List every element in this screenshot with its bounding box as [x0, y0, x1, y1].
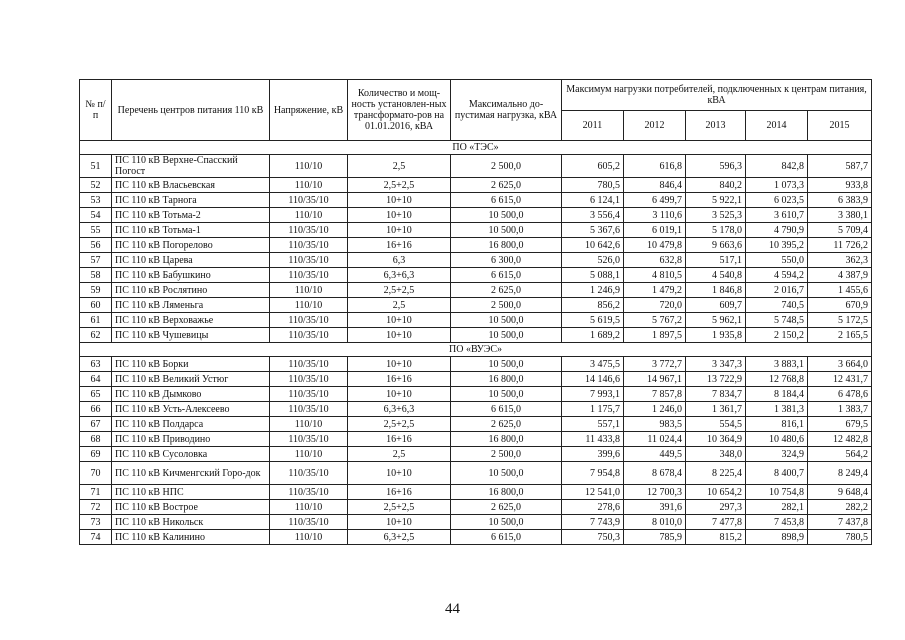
year-value-cell: 12 482,8 — [808, 432, 872, 447]
year-value-cell: 10 479,8 — [624, 238, 686, 253]
max-allowed-cell: 2 625,0 — [451, 500, 562, 515]
transformer-cell: 2,5 — [348, 447, 451, 462]
voltage-cell: 110/35/10 — [270, 313, 348, 328]
max-allowed-cell: 6 300,0 — [451, 253, 562, 268]
year-value-cell: 10 395,2 — [746, 238, 808, 253]
row-number: 65 — [80, 387, 112, 402]
row-number: 54 — [80, 208, 112, 223]
transformer-cell: 10+10 — [348, 462, 451, 485]
row-number: 70 — [80, 462, 112, 485]
year-value-cell: 3 664,0 — [808, 357, 872, 372]
substation-name: ПС 110 кВ Ляменьга — [112, 298, 270, 313]
year-value-cell: 5 367,6 — [562, 223, 624, 238]
year-value-cell: 362,3 — [808, 253, 872, 268]
year-value-cell: 8 400,7 — [746, 462, 808, 485]
year-value-cell: 3 610,7 — [746, 208, 808, 223]
year-value-cell: 5 767,2 — [624, 313, 686, 328]
year-value-cell: 785,9 — [624, 530, 686, 545]
year-value-cell: 3 380,1 — [808, 208, 872, 223]
header-year: 2011 — [562, 111, 624, 141]
transformer-cell: 10+10 — [348, 387, 451, 402]
substation-name: ПС 110 кВ Дымково — [112, 387, 270, 402]
voltage-cell: 110/10 — [270, 500, 348, 515]
table-row — [80, 402, 872, 417]
year-value-cell: 605,2 — [562, 155, 624, 178]
year-value-cell: 846,4 — [624, 178, 686, 193]
max-allowed-cell: 2 500,0 — [451, 155, 562, 178]
transformer-cell: 16+16 — [348, 238, 451, 253]
year-value-cell: 6 019,1 — [624, 223, 686, 238]
transformer-cell: 6,3+6,3 — [348, 402, 451, 417]
year-value-cell: 557,1 — [562, 417, 624, 432]
year-value-cell: 815,2 — [686, 530, 746, 545]
header-year: 2013 — [686, 111, 746, 141]
year-value-cell: 9 648,4 — [808, 485, 872, 500]
load-table — [79, 79, 872, 545]
transformer-cell: 6,3+6,3 — [348, 268, 451, 283]
transformer-cell: 16+16 — [348, 485, 451, 500]
table-row — [80, 387, 872, 402]
substation-name: ПС 110 кВ Верховажье — [112, 313, 270, 328]
year-value-cell: 324,9 — [746, 447, 808, 462]
voltage-cell: 110/35/10 — [270, 328, 348, 343]
year-value-cell: 6 023,5 — [746, 193, 808, 208]
voltage-cell: 110/10 — [270, 298, 348, 313]
year-value-cell: 8 678,4 — [624, 462, 686, 485]
row-number: 55 — [80, 223, 112, 238]
year-value-cell: 670,9 — [808, 298, 872, 313]
year-value-cell: 7 993,1 — [562, 387, 624, 402]
header-name: Перечень центров питания 110 кВ — [112, 80, 270, 141]
voltage-cell: 110/35/10 — [270, 515, 348, 530]
year-value-cell: 780,5 — [562, 178, 624, 193]
row-number: 73 — [80, 515, 112, 530]
table-row — [80, 372, 872, 387]
year-value-cell: 3 110,6 — [624, 208, 686, 223]
year-value-cell: 4 540,8 — [686, 268, 746, 283]
table-row — [80, 328, 872, 343]
year-value-cell: 1 455,6 — [808, 283, 872, 298]
year-value-cell: 554,5 — [686, 417, 746, 432]
substation-name: ПС 110 кВ Чушевицы — [112, 328, 270, 343]
voltage-cell: 110/35/10 — [270, 357, 348, 372]
table-row — [80, 313, 872, 328]
voltage-cell: 110/35/10 — [270, 193, 348, 208]
table-row — [80, 298, 872, 313]
page-number: 44 — [445, 601, 460, 617]
year-value-cell: 7 857,8 — [624, 387, 686, 402]
voltage-cell: 110/10 — [270, 208, 348, 223]
year-value-cell: 13 722,9 — [686, 372, 746, 387]
row-number: 52 — [80, 178, 112, 193]
table-row — [80, 253, 872, 268]
year-value-cell: 297,3 — [686, 500, 746, 515]
year-value-cell: 7 437,8 — [808, 515, 872, 530]
table-body — [80, 141, 872, 545]
year-value-cell: 1 175,7 — [562, 402, 624, 417]
year-value-cell: 282,1 — [746, 500, 808, 515]
section-title: ПО «ВУЭС» — [80, 343, 872, 357]
year-value-cell: 449,5 — [624, 447, 686, 462]
year-value-cell: 1 689,2 — [562, 328, 624, 343]
transformer-cell: 6,3 — [348, 253, 451, 268]
table-row — [80, 238, 872, 253]
voltage-cell: 110/35/10 — [270, 238, 348, 253]
max-allowed-cell: 6 615,0 — [451, 402, 562, 417]
year-value-cell: 4 810,5 — [624, 268, 686, 283]
max-allowed-cell: 2 625,0 — [451, 178, 562, 193]
max-allowed-cell: 16 800,0 — [451, 372, 562, 387]
substation-name: ПС 110 кВ Борки — [112, 357, 270, 372]
table-row — [80, 417, 872, 432]
year-value-cell: 1 246,0 — [624, 402, 686, 417]
transformer-cell: 2,5 — [348, 155, 451, 178]
table-row — [80, 208, 872, 223]
year-value-cell: 12 431,7 — [808, 372, 872, 387]
year-value-cell: 348,0 — [686, 447, 746, 462]
table-row — [80, 223, 872, 238]
table-row — [80, 500, 872, 515]
transformer-cell: 2,5+2,5 — [348, 417, 451, 432]
table-row — [80, 193, 872, 208]
header-num: № п/п — [80, 80, 112, 141]
substation-name: ПС 110 кВ Погорелово — [112, 238, 270, 253]
row-number: 66 — [80, 402, 112, 417]
transformer-cell: 2,5+2,5 — [348, 283, 451, 298]
year-value-cell: 10 480,6 — [746, 432, 808, 447]
year-value-cell: 4 790,9 — [746, 223, 808, 238]
year-value-cell: 5 922,1 — [686, 193, 746, 208]
voltage-cell: 110/35/10 — [270, 268, 348, 283]
header-year: 2012 — [624, 111, 686, 141]
year-value-cell: 10 654,2 — [686, 485, 746, 500]
year-value-cell: 983,5 — [624, 417, 686, 432]
header-max-load: Максимум нагрузки потребителей, подключенных к центрам питания, кВА — [562, 80, 872, 111]
max-allowed-cell: 2 625,0 — [451, 283, 562, 298]
header-transformers: Количество и мощ-ность установлен-ных трансформато-ров на 01.01.2016, кВА — [348, 80, 451, 141]
year-value-cell: 632,8 — [624, 253, 686, 268]
transformer-cell: 2,5+2,5 — [348, 178, 451, 193]
year-value-cell: 12 700,3 — [624, 485, 686, 500]
substation-name: ПС 110 кВ Верхне-Спасский Погост — [112, 155, 270, 178]
table-row — [80, 485, 872, 500]
transformer-cell: 10+10 — [348, 313, 451, 328]
year-value-cell: 720,0 — [624, 298, 686, 313]
year-value-cell: 3 475,5 — [562, 357, 624, 372]
year-value-cell: 2 165,5 — [808, 328, 872, 343]
year-value-cell: 12 768,8 — [746, 372, 808, 387]
table-row — [80, 462, 872, 485]
header-voltage: Напряжение, кВ — [270, 80, 348, 141]
year-value-cell: 5 748,5 — [746, 313, 808, 328]
voltage-cell: 110/10 — [270, 283, 348, 298]
voltage-cell: 110/35/10 — [270, 253, 348, 268]
row-number: 59 — [80, 283, 112, 298]
year-value-cell: 1 073,3 — [746, 178, 808, 193]
voltage-cell: 110/35/10 — [270, 372, 348, 387]
transformer-cell: 10+10 — [348, 208, 451, 223]
year-value-cell: 4 387,9 — [808, 268, 872, 283]
row-number: 63 — [80, 357, 112, 372]
year-value-cell: 3 883,1 — [746, 357, 808, 372]
substation-name: ПС 110 кВ Кичменгский Горо-док — [112, 462, 270, 485]
year-value-cell: 6 383,9 — [808, 193, 872, 208]
year-value-cell: 816,1 — [746, 417, 808, 432]
table-row — [80, 268, 872, 283]
year-value-cell: 4 594,2 — [746, 268, 808, 283]
transformer-cell: 10+10 — [348, 223, 451, 238]
transformer-cell: 16+16 — [348, 432, 451, 447]
year-value-cell: 750,3 — [562, 530, 624, 545]
transformer-cell: 2,5+2,5 — [348, 500, 451, 515]
year-value-cell: 5 178,0 — [686, 223, 746, 238]
row-number: 74 — [80, 530, 112, 545]
year-value-cell: 3 347,3 — [686, 357, 746, 372]
voltage-cell: 110/10 — [270, 178, 348, 193]
year-value-cell: 842,8 — [746, 155, 808, 178]
year-value-cell: 7 477,8 — [686, 515, 746, 530]
year-value-cell: 2 150,2 — [746, 328, 808, 343]
row-number: 67 — [80, 417, 112, 432]
table-row — [80, 515, 872, 530]
year-value-cell: 550,0 — [746, 253, 808, 268]
year-value-cell: 856,2 — [562, 298, 624, 313]
voltage-cell: 110/10 — [270, 155, 348, 178]
voltage-cell: 110/10 — [270, 530, 348, 545]
year-value-cell: 1 246,9 — [562, 283, 624, 298]
transformer-cell: 6,3+2,5 — [348, 530, 451, 545]
year-value-cell: 7 453,8 — [746, 515, 808, 530]
year-value-cell: 1 897,5 — [624, 328, 686, 343]
year-value-cell: 10 642,6 — [562, 238, 624, 253]
voltage-cell: 110/35/10 — [270, 223, 348, 238]
voltage-cell: 110/10 — [270, 447, 348, 462]
row-number: 56 — [80, 238, 112, 253]
max-allowed-cell: 16 800,0 — [451, 432, 562, 447]
max-allowed-cell: 6 615,0 — [451, 530, 562, 545]
row-number: 69 — [80, 447, 112, 462]
max-allowed-cell: 2 500,0 — [451, 447, 562, 462]
year-value-cell: 10 364,9 — [686, 432, 746, 447]
year-value-cell: 564,2 — [808, 447, 872, 462]
substation-name: ПС 110 кВ Сусоловка — [112, 447, 270, 462]
max-allowed-cell: 16 800,0 — [451, 485, 562, 500]
section-title: ПО «ТЭС» — [80, 141, 872, 155]
row-number: 60 — [80, 298, 112, 313]
year-value-cell: 11 433,8 — [562, 432, 624, 447]
year-value-cell: 6 499,7 — [624, 193, 686, 208]
year-value-cell: 12 541,0 — [562, 485, 624, 500]
year-value-cell: 7 834,7 — [686, 387, 746, 402]
substation-name: ПС 110 кВ Тарнога — [112, 193, 270, 208]
table-row — [80, 155, 872, 178]
year-value-cell: 517,1 — [686, 253, 746, 268]
year-value-cell: 5 709,4 — [808, 223, 872, 238]
year-value-cell: 6 478,6 — [808, 387, 872, 402]
substation-name: ПС 110 кВ Царева — [112, 253, 270, 268]
substation-name: ПС 110 кВ Калинино — [112, 530, 270, 545]
year-value-cell: 3 556,4 — [562, 208, 624, 223]
year-value-cell: 5 619,5 — [562, 313, 624, 328]
row-number: 58 — [80, 268, 112, 283]
max-allowed-cell: 10 500,0 — [451, 515, 562, 530]
max-allowed-cell: 10 500,0 — [451, 223, 562, 238]
year-value-cell: 8 184,4 — [746, 387, 808, 402]
row-number: 62 — [80, 328, 112, 343]
row-number: 61 — [80, 313, 112, 328]
year-value-cell: 587,7 — [808, 155, 872, 178]
header-max-allowed: Максимально до-пустимая нагрузка, кВА — [451, 80, 562, 141]
substation-name: ПС 110 кВ Тотьма-1 — [112, 223, 270, 238]
max-allowed-cell: 10 500,0 — [451, 357, 562, 372]
year-value-cell: 1 381,3 — [746, 402, 808, 417]
max-allowed-cell: 10 500,0 — [451, 313, 562, 328]
row-number: 57 — [80, 253, 112, 268]
year-value-cell: 679,5 — [808, 417, 872, 432]
year-value-cell: 780,5 — [808, 530, 872, 545]
year-value-cell: 1 361,7 — [686, 402, 746, 417]
transformer-cell: 2,5 — [348, 298, 451, 313]
max-allowed-cell: 2 625,0 — [451, 417, 562, 432]
year-value-cell: 7 954,8 — [562, 462, 624, 485]
year-value-cell: 1 479,2 — [624, 283, 686, 298]
voltage-cell: 110/35/10 — [270, 485, 348, 500]
transformer-cell: 10+10 — [348, 328, 451, 343]
year-value-cell: 3 772,7 — [624, 357, 686, 372]
transformer-cell: 16+16 — [348, 372, 451, 387]
header-year: 2015 — [808, 111, 872, 141]
voltage-cell: 110/35/10 — [270, 402, 348, 417]
year-value-cell: 596,3 — [686, 155, 746, 178]
voltage-cell: 110/10 — [270, 417, 348, 432]
max-allowed-cell: 10 500,0 — [451, 328, 562, 343]
year-value-cell: 2 016,7 — [746, 283, 808, 298]
table-row — [80, 178, 872, 193]
substation-name: ПС 110 кВ Полдарса — [112, 417, 270, 432]
table-row — [80, 530, 872, 545]
year-value-cell: 9 663,6 — [686, 238, 746, 253]
substation-name: ПС 110 кВ Тотьма-2 — [112, 208, 270, 223]
max-allowed-cell: 6 615,0 — [451, 193, 562, 208]
max-allowed-cell: 10 500,0 — [451, 462, 562, 485]
voltage-cell: 110/35/10 — [270, 462, 348, 485]
year-value-cell: 1 383,7 — [808, 402, 872, 417]
year-value-cell: 278,6 — [562, 500, 624, 515]
year-value-cell: 14 146,6 — [562, 372, 624, 387]
year-value-cell: 3 525,3 — [686, 208, 746, 223]
row-number: 53 — [80, 193, 112, 208]
substation-name: ПС 110 кВ Вострое — [112, 500, 270, 515]
year-value-cell: 1 935,8 — [686, 328, 746, 343]
year-value-cell: 391,6 — [624, 500, 686, 515]
max-allowed-cell: 10 500,0 — [451, 387, 562, 402]
max-allowed-cell: 10 500,0 — [451, 208, 562, 223]
voltage-cell: 110/35/10 — [270, 432, 348, 447]
substation-name: ПС 110 кВ НПС — [112, 485, 270, 500]
year-value-cell: 11 726,2 — [808, 238, 872, 253]
table-row — [80, 357, 872, 372]
row-number: 51 — [80, 155, 112, 178]
year-value-cell: 14 967,1 — [624, 372, 686, 387]
row-number: 71 — [80, 485, 112, 500]
max-allowed-cell: 2 500,0 — [451, 298, 562, 313]
year-value-cell: 933,8 — [808, 178, 872, 193]
max-allowed-cell: 6 615,0 — [451, 268, 562, 283]
year-value-cell: 10 754,8 — [746, 485, 808, 500]
transformer-cell: 10+10 — [348, 193, 451, 208]
table-row — [80, 283, 872, 298]
year-value-cell: 1 846,8 — [686, 283, 746, 298]
voltage-cell: 110/35/10 — [270, 387, 348, 402]
substation-name: ПС 110 кВ Усть-Алексеево — [112, 402, 270, 417]
row-number: 72 — [80, 500, 112, 515]
year-value-cell: 526,0 — [562, 253, 624, 268]
year-value-cell: 840,2 — [686, 178, 746, 193]
substation-name: ПС 110 кВ Бабушкино — [112, 268, 270, 283]
year-value-cell: 740,5 — [746, 298, 808, 313]
year-value-cell: 11 024,4 — [624, 432, 686, 447]
substation-name: ПС 110 кВ Никольск — [112, 515, 270, 530]
year-value-cell: 8 010,0 — [624, 515, 686, 530]
row-number: 68 — [80, 432, 112, 447]
year-value-cell: 7 743,9 — [562, 515, 624, 530]
table-row — [80, 432, 872, 447]
row-number: 64 — [80, 372, 112, 387]
year-value-cell: 399,6 — [562, 447, 624, 462]
year-value-cell: 5 172,5 — [808, 313, 872, 328]
header-year: 2014 — [746, 111, 808, 141]
year-value-cell: 616,8 — [624, 155, 686, 178]
year-value-cell: 282,2 — [808, 500, 872, 515]
max-allowed-cell: 16 800,0 — [451, 238, 562, 253]
table-row — [80, 447, 872, 462]
substation-name: ПС 110 кВ Великий Устюг — [112, 372, 270, 387]
year-value-cell: 8 249,4 — [808, 462, 872, 485]
year-value-cell: 8 225,4 — [686, 462, 746, 485]
substation-name: ПС 110 кВ Приводино — [112, 432, 270, 447]
substation-name: ПС 110 кВ Власьевская — [112, 178, 270, 193]
year-value-cell: 898,9 — [746, 530, 808, 545]
substation-name: ПС 110 кВ Рослятино — [112, 283, 270, 298]
transformer-cell: 10+10 — [348, 515, 451, 530]
year-value-cell: 5 962,1 — [686, 313, 746, 328]
transformer-cell: 10+10 — [348, 357, 451, 372]
year-value-cell: 6 124,1 — [562, 193, 624, 208]
year-value-cell: 5 088,1 — [562, 268, 624, 283]
year-value-cell: 609,7 — [686, 298, 746, 313]
